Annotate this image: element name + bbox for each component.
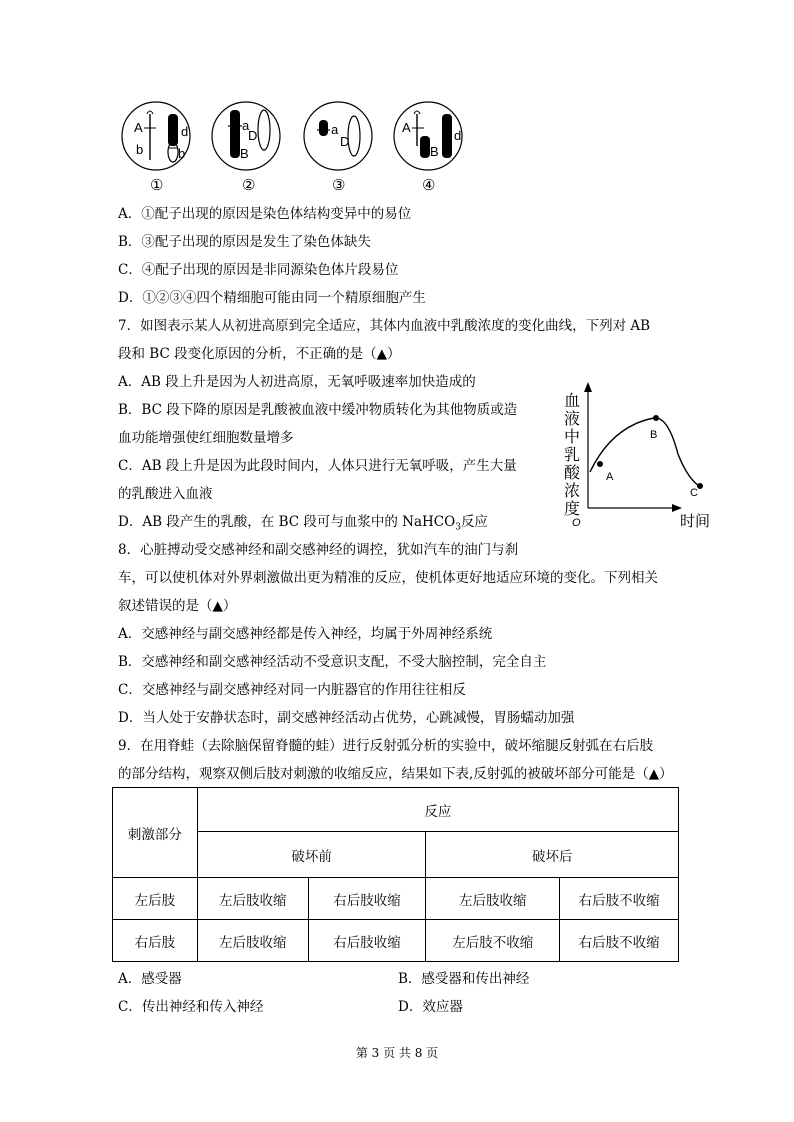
lactic-acid-graph — [552, 380, 711, 530]
table-cell: 右后肢不收缩 — [560, 920, 679, 962]
cell-4 — [394, 102, 462, 170]
q9-option-c: C．传出神经和传入神经 — [118, 999, 264, 1015]
table-header-before: 破坏前 — [197, 832, 426, 878]
graph-origin: O — [572, 517, 581, 529]
q7-option-d-suffix: 反应 — [460, 514, 488, 530]
table-header-reaction: 反应 — [197, 788, 678, 832]
q6-option-a: A．①配子出现的原因是染色体结构变异中的易位 — [118, 206, 412, 222]
reflex-results-table — [112, 787, 679, 962]
q6-option-b: B．③配子出现的原因是发生了染色体缺失 — [118, 234, 371, 250]
q9-option-b: B．感受器和传出神经 — [398, 971, 530, 987]
q7-stem-2: 段和 BC 段变化原因的分析，不正确的是（▲） — [118, 346, 401, 362]
graph-point-c: C — [690, 487, 698, 499]
q8-stem-2: 车，可以使机体对外界刺激做出更为精准的反应，使机体更好地适应环境的变化。下列相关 — [118, 570, 658, 586]
q8-option-c: C．交感神经与副交感神经对同一内脏器官的作用往往相反 — [118, 682, 466, 698]
graph-ylabel-7: 度 — [564, 499, 581, 518]
q7-option-a: A．AB 段上升是因为人初进高原，无氧呼吸速率加快造成的 — [118, 374, 476, 390]
cell3-D: D — [340, 134, 350, 149]
graph-point-b: B — [650, 429, 658, 441]
table-cell: 右后肢收缩 — [308, 878, 426, 920]
page-footer: 第 3 页 共 8 页 — [355, 1046, 439, 1060]
q7-option-b-1: B．BC 段下降的原因是乳酸被血液中缓冲物质转化为其他物质或造 — [118, 402, 518, 418]
q9-option-a: A．感受器 — [118, 971, 182, 987]
table-header-stimulus: 刺激部分 — [113, 788, 198, 878]
table-cell: 右后肢不收缩 — [560, 878, 679, 920]
q8-option-a: A．交感神经与副交感神经都是传入神经，均属于外周神经系统 — [118, 626, 493, 642]
q7-stem-1: 7．如图表示某人从初进高原到完全适应，其体内血液中乳酸浓度的变化曲线，下列对 AB — [118, 318, 651, 334]
q8-option-d: D．当人处于安静状态时，副交感神经活动占优势，心跳减慢，胃肠蠕动加强 — [118, 710, 575, 726]
q8-option-b: B．交感神经和副交感神经活动不受意识支配，不受大脑控制，完全自主 — [118, 654, 547, 670]
table-cell: 右后肢收缩 — [308, 920, 426, 962]
cell2-a: a — [242, 118, 250, 133]
cell3-a: a — [331, 122, 339, 137]
cell2-D: D — [248, 128, 258, 143]
table-row — [113, 920, 679, 962]
cell-2 — [212, 102, 280, 170]
graph-ylabel-4: 乳 — [564, 445, 581, 464]
q7-option-d — [118, 513, 488, 537]
q7-option-c-1: C．AB 段上升是因为此段时间内，人体只进行无氧呼吸，产生大量 — [118, 458, 517, 474]
figure-label-4: ④ — [422, 176, 436, 194]
table-cell: 左后肢收缩 — [197, 878, 308, 920]
graph-ylabel-2: 液 — [564, 409, 581, 428]
table-cell: 右后肢 — [113, 920, 198, 962]
q7-option-d-text: D．AB 段产生的乳酸，在 BC 段可与血浆中的 NaHCO — [118, 514, 456, 530]
cell4-A: A — [402, 120, 411, 135]
graph-point-a: A — [606, 471, 614, 483]
figure-label-1: ① — [150, 176, 164, 194]
cell4-d: d — [454, 128, 462, 143]
table-cell: 左后肢不收缩 — [426, 920, 560, 962]
q9-stem-1: 9．在用脊蛙（去除脑保留脊髓的蛙）进行反射弧分析的实验中，破坏缩腿反射弧在右后肢 — [118, 738, 654, 754]
table-cell: 左后肢收缩 — [426, 878, 560, 920]
graph-ylabel-5: 酸 — [564, 463, 581, 482]
cell1-b: b — [136, 142, 144, 157]
cell4-B: B — [430, 144, 439, 159]
q8-stem-3: 叙述错误的是（▲） — [118, 598, 237, 614]
table-cell: 左后肢 — [113, 878, 198, 920]
q7-option-d-subscript: 3 — [455, 522, 461, 533]
cell-1 — [122, 102, 190, 170]
table-header-after: 破坏后 — [426, 832, 679, 878]
graph-ylabel-6: 浓 — [564, 481, 581, 500]
table-row — [113, 878, 679, 920]
graph-ylabel-3: 中 — [564, 427, 581, 446]
q7-option-c-2: 的乳酸进入血液 — [118, 486, 213, 502]
cell-3 — [304, 102, 372, 170]
q6-option-c: C．④配子出现的原因是非同源染色体片段易位 — [118, 262, 399, 278]
q9-option-d: D．效应器 — [398, 999, 463, 1015]
graph-ylabel-1: 血 — [564, 391, 581, 410]
cell1-b2: b — [178, 146, 186, 161]
figure-label-3: ③ — [332, 176, 346, 194]
graph-xlabel: 时间 — [680, 512, 711, 530]
q8-stem-1: 8．心脏搏动受交感神经和副交感神经的调控，犹如汽车的油门与刹 — [118, 542, 519, 558]
q7-option-b-2: 血功能增强使红细胞数量增多 — [118, 430, 294, 446]
cell2-B: B — [240, 146, 249, 161]
q9-stem-2: 的部分结构，观察双侧后肢对刺激的收缩反应，结果如下表,反射弧的被破坏部分可能是（▲） — [118, 766, 673, 782]
table-cell: 左后肢收缩 — [197, 920, 308, 962]
figure-label-2: ② — [242, 176, 256, 194]
q6-option-d: D．①②③④四个精细胞可能由同一个精原细胞产生 — [118, 290, 426, 306]
cell1-A: A — [134, 120, 143, 135]
cell1-d: d — [181, 124, 189, 139]
